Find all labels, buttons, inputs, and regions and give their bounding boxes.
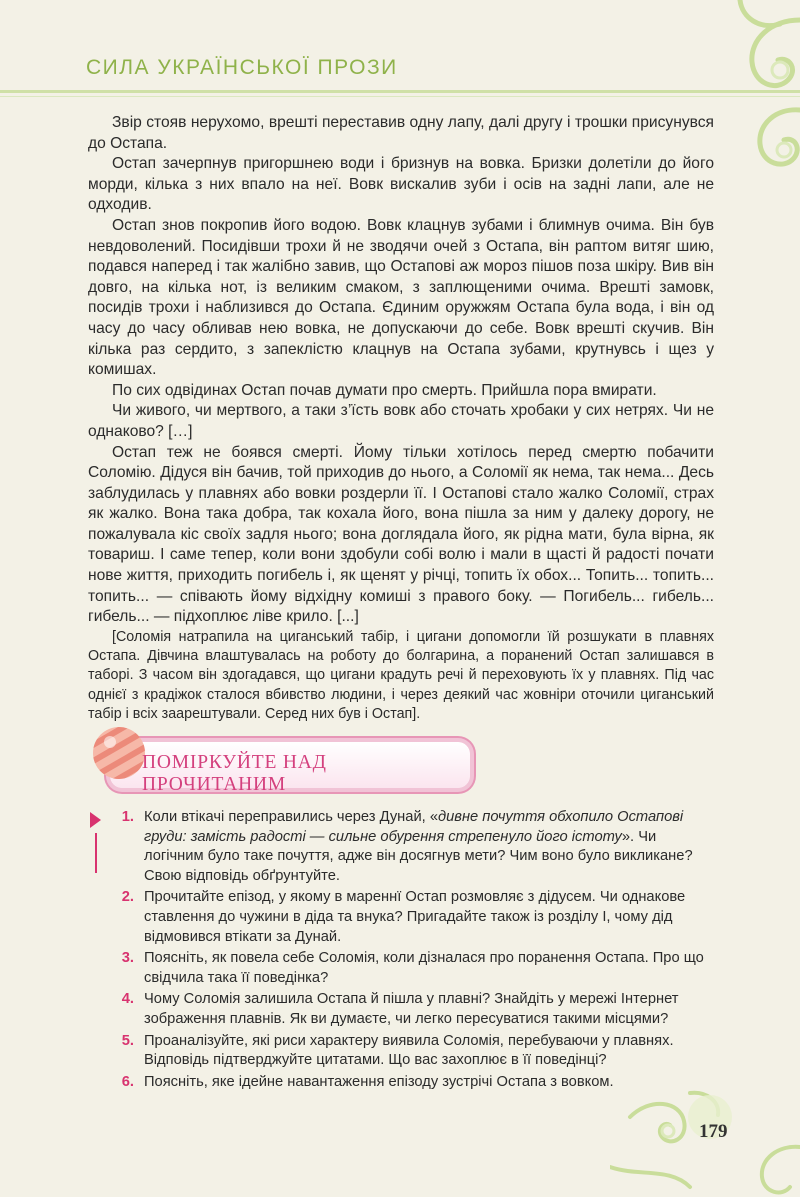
page-number: 179 [699, 1121, 728, 1142]
paragraph: Остап теж не боявся смерті. Йому тільки хотілось перед смертю побачити Соломію. Дідуся він бачив, той приходив до нього, а Соломії як нема, так нема... Десь заблудилась у плавнях або вовки роздерли її. І Остапові стало жалко Соломії, страх як жалко. Вона така добра, так кохала його, вона пішла за ним у далеку дорогу, не пожалувала кіс своїх задля нього; вона доглядала його, як рідна мати, була вірна, як товариш. І саме тепер, коли вони здобули собі волю і мали в щасті й радості почати нове життя, приходить погибель і, як щенят у річці, топить їх обох... Топить... топить... топить... — співають йому відхідну комиші з правого боку. — Погибель... гибель... гибель... — підхоплює ліве крило. [...] [88, 443, 714, 626]
question-item [96, 888, 716, 947]
paragraph: По сих одвідинах Остап почав думати про смерть. Прийшла пора вмирати. [112, 381, 657, 399]
paragraph: Остап зачерпнув пригоршнею води і бризнув на вовка. Бризки долетіли до його морди, кілька з них впало на неї. Вовк вискалив зуби і осів на задні лапи, але не одходив. [88, 155, 714, 214]
question-number: 2. [121, 889, 134, 906]
plot-summary [88, 628, 714, 724]
question-number: 3. [121, 950, 134, 967]
question-text: Поясніть, яке ідейне навантаження епізоду зустрічі Остапа з вовком. [144, 1073, 614, 1090]
story-text [88, 113, 714, 628]
question-text: Проаналізуйте, які риси характеру виявила Соломія, перебуваючи у плавнях. Відповідь підтверджуйте цитатами. Що вас захоплює в її поведінці? [144, 1032, 674, 1069]
paragraph: Звір стояв нерухомо, врешті переставив одну лапу, далі другу і трошки присунувся до Остапа. [88, 114, 714, 152]
section-title: СИЛА УКРАЇНСЬКОЇ ПРОЗИ [86, 56, 398, 79]
question-quote: дивне почуття обхопило Остапові груди: замість радості — сильне обурення стрепенуло його істоту [144, 809, 684, 845]
question-text: Коли втікачі переправились через Дунай, «дивне почуття обхопило Остапові груди: замість радості — сильне обурення стрепенуло його істоту». Чи логічним було таке почуття, адже він досягнув мети? Чим воно було викликане? Свою відповідь обґрунтуйте. [144, 809, 693, 884]
paragraph: Остап знов покропив його водою. Вовк клацнув зубами і блимнув очима. Він був невдоволений. Посидівши трохи й не зводячи очей з Остапа, він раптом витяг шию, подався наперед і так жалібно завив, що Остапові аж мороз пішов поза шкіру. Вив він довго, на кілька нот, із великим смаком, з заплющеними очима. Врешті замовк, посидів трохи і наблизився до Остапа. Єдиним оружжям Остапа була вода, і він од часу до часу обливав нею вовка, не допускаючи до себе. Вовк врешті скучив. Він кілька раз сердито, з запеклістю клацнув на Остапа зубами, крутнувсь і щез у комишах. [88, 216, 714, 379]
question-item [96, 949, 716, 988]
question-item [96, 1032, 716, 1071]
question-number: 1. [121, 809, 134, 825]
question-text: Поясніть, як повела себе Соломія, коли дізналася про поранення Остапа. Про що свідчила така її поведінка? [144, 950, 704, 986]
question-text: Чому Соломія залишила Остапа й пішла у плавні? Знайдіть у мережі Інтернет зображення плавнів. Як ви думаєте, чи легко пересуватися такими місцями? [144, 991, 679, 1027]
section-banner [88, 722, 472, 796]
question-text: Прочитайте епізод, у якому в мареннї Остап розмовляє з дідусем. Чи однакове ставлення до чужини в діда та внука? Пригадайте також із розділу І, чому дід відмовився втікати за Дунай. [144, 889, 686, 945]
question-item [96, 990, 716, 1029]
banner-title: ПОМІРКУЙТЕ НАД ПРОЧИТАНИМ [142, 752, 327, 795]
striped-ball-icon [88, 722, 150, 784]
question-number: 6. [121, 1073, 134, 1090]
paragraph: Чи живого, чи мертвого, а таки з’їсть вовк або сточать хробаки у сих нетрях. Чи не однаково? […] [88, 402, 714, 440]
question-list [96, 808, 716, 1094]
question-number: 5. [121, 1032, 134, 1049]
question-item [96, 808, 716, 886]
summary-paragraph: [Соломія натрапила на циганський табір, і цигани допомогли їй розшукати в плавнях Остапа. Дівчина влаштувалась на роботу до болгарина, а поранений Остап залишався в таборі. З часом він здогадався, що цигани крадуть речі й переховують їх у плавнях. Під час однієї з крадіжок сталося вбивство людини, і через деякий час жовніри оточили циганський табір і всіх заарештували. Серед них був і Остап]. [88, 629, 714, 722]
question-number: 4. [121, 991, 134, 1008]
